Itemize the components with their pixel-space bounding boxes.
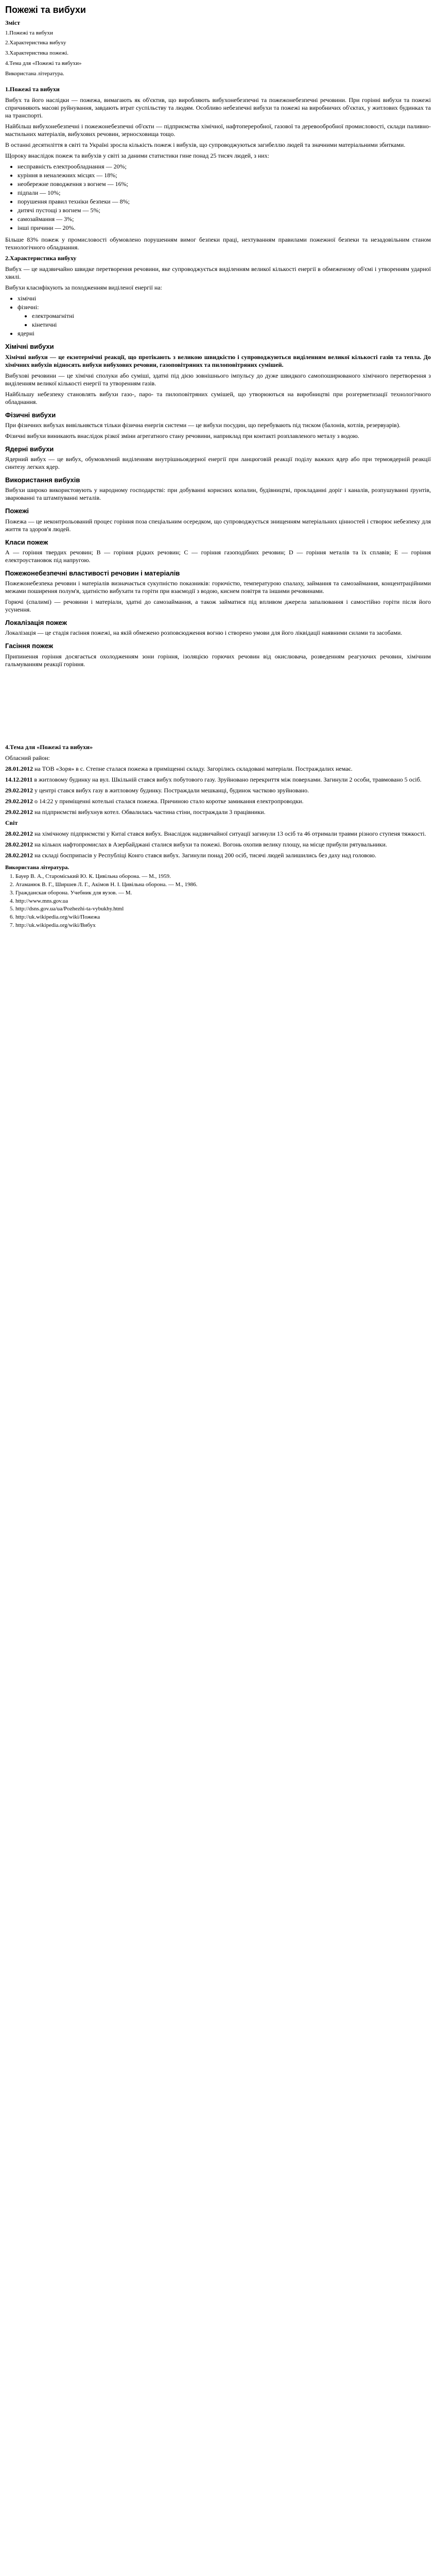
blank-space bbox=[5, 671, 431, 743]
section-3-title: Хімічні вибухи bbox=[5, 343, 54, 351]
event-item bbox=[5, 765, 431, 773]
source-link[interactable]: 4. http://www.mns.gov.ua bbox=[15, 898, 431, 905]
world-event-date: 28.02.2012 bbox=[5, 851, 33, 859]
section-11-p1: Припинення горіння досягається охолодженням зони горіння, ізоляцією горючих речовин від окислювача, розведенням реагуючих речовин, хімічним гальмуванням реакції горіння. bbox=[5, 652, 431, 668]
section-1-title: 1.Пожежі та вибухи bbox=[5, 86, 60, 93]
toc-label: Зміст bbox=[5, 19, 21, 26]
toc-item[interactable]: 3.Характеристика пожежі. bbox=[5, 50, 68, 56]
section-1-p3: В останні десятиліття в світі та Україні зросла кількість пожеж і вибухів, що супроводжуються загибеллю людей та значними матеріальними збитками. bbox=[5, 141, 406, 149]
doc-title: Пожежі та вибухи bbox=[5, 5, 86, 15]
section-1-stats-intro: Щороку внаслідок пожеж та вибухів у світі за даними статистики гине понад 25 тисяч людей, з них: bbox=[5, 152, 270, 160]
event-text: в житловому будинку на вул. Шкільній стався вибух побутового газу. Зруйновано перекриття між поверхами. Загинули 2 особи, травмовано 5 осіб. bbox=[34, 775, 422, 783]
explosion-type: • кінетичні bbox=[32, 321, 431, 329]
document bbox=[0, 4, 436, 2576]
stats-item: • дитячі пустощі з вогнем — 5%; bbox=[18, 207, 431, 214]
stats-item: • самозаймання — 3%; bbox=[18, 215, 431, 223]
section-9-p1: Пожежонебезпека речовин і матеріалів визначається сукупністю показників: горючістю, температурою спалаху, займання та самозаймання, концентраційними межами поширення полум'я, здатністю вибухати та горіти при взаємодії з водою, киснем повітря та іншими речовинами. bbox=[5, 580, 431, 595]
stats-item: • підпали — 10%; bbox=[18, 189, 431, 197]
world-event-text: на складі боєприпасів у Республіці Конго стався вибух. Загинули понад 200 осіб, тисячі людей залишились без даху над головою. bbox=[34, 851, 376, 859]
section-5-p1: Ядерний вибух — це вибух, обумовлений виділенням внутрішньоядерної енергії при ланцюговій реакції поділу важких ядер або при термоядерній реакції синтезу легких ядер. bbox=[5, 455, 431, 470]
explosion-type: • хімічні bbox=[18, 295, 431, 302]
event-item bbox=[5, 787, 431, 794]
toc-item[interactable]: 1.Пожежі та вибухи bbox=[5, 29, 53, 36]
section-7-title: Пожежі bbox=[5, 507, 29, 515]
explosion-type: • ядерні bbox=[18, 330, 431, 337]
world-event-date: 28.02.2012 bbox=[5, 840, 33, 848]
stats-item: • несправність електрообладнання — 20%; bbox=[18, 163, 431, 171]
event-date: 29.02.2012 bbox=[5, 786, 33, 794]
section-1-p4: Більше 83% пожеж у промисловості обумовлено порушенням вимог безпеки праці, нехтуванням правилами пожежної безпеки та незадовільним станом технологічного обладнання. bbox=[5, 236, 431, 251]
event-item bbox=[5, 798, 431, 805]
section-6-p1: Вибухи широко використовують у народному господарстві: при добуванні корисних копалин, будівництві, прокладанні доріг і каналів, розпушуванні ґрунтів, зварюванні та штампуванні металів. bbox=[5, 486, 431, 502]
section-9-title: Пожежонебезпечні властивості речовин і матеріалів bbox=[5, 569, 180, 577]
section-1-p2: Найбільш вибухонебезпечні і пожежонебезпечні об'єкти — підприємства хімічної, нафтопереробної, газової та деревообробної промисловості, склади паливно-мастильних матеріалів, вибухових речовин, зерносховища тощо. bbox=[5, 123, 431, 138]
event-date: 29.02.2012 bbox=[5, 808, 33, 816]
event-date: 29.02.2012 bbox=[5, 797, 33, 805]
toc-item[interactable]: 4.Тема для «Пожежі та вибухи» bbox=[5, 60, 82, 66]
toc-item[interactable]: 2.Характеристика вибуху bbox=[5, 40, 66, 46]
section-4-p1: При фізичних вибухах вивільняється тільки фізична енергія системи — це вибухи посудин, що перебувають під тиском (балонів, котлів, резервуарів). bbox=[5, 421, 400, 429]
source-item: 2. Атаманюк В. Г., Ширшев Л. Г., Акімов Н. І. Цивільна оборона. — М., 1986. bbox=[15, 882, 431, 889]
source-link[interactable]: 5. http://dsns.gov.ua/ua/Pozhezhi-ta-vybukhy.html bbox=[15, 906, 431, 913]
world-event-date: 28.02.2012 bbox=[5, 829, 33, 837]
section-2-list bbox=[18, 295, 431, 337]
section-13-title: Світ bbox=[5, 819, 18, 826]
stats-item: • порушення правил техніки безпеки — 8%; bbox=[18, 198, 431, 206]
explosion-type: • електромагнітні bbox=[32, 312, 431, 320]
section-7-p1: Пожежа — це неконтрольований процес горіння поза спеціальним осередком, що супроводжується знищенням матеріальних цінностей і створює небезпеку для життя та здоров'я людей. bbox=[5, 517, 431, 533]
stats-item: • необережне поводження з вогнем — 16%; bbox=[18, 180, 431, 188]
source-item: 3. Гражданская оборона. Учебник для вузов. — М. bbox=[15, 890, 431, 897]
section-12-subtitle: Обласний район: bbox=[5, 754, 50, 761]
world-event-item bbox=[5, 841, 431, 849]
event-text: на ТОВ «Зоря» в с. Степне сталася пожежа в приміщенні складу. Загорілись складовані матеріали. Постраждалих немає. bbox=[34, 765, 353, 772]
event-text: на підприємстві вибухнув котел. Обвалилась частина стіни, постраждали 3 працівники. bbox=[34, 808, 266, 816]
sources-section bbox=[5, 865, 431, 929]
world-event-text: на хімічному підприємстві у Китаї стався вибух. Внаслідок надзвичайної ситуації загинули 13 осіб та 46 отримали травми різного ступеня тяжкості. bbox=[34, 829, 426, 837]
section-2-p1: Вибух — це надзвичайно швидке перетворення речовини, яке супроводжується виділенням великої кількості енергії в обмеженому об'ємі і утворенням ударної хвилі. bbox=[5, 265, 431, 281]
toc-item[interactable]: Використана література. bbox=[5, 70, 64, 77]
section-5-title: Ядерні вибухи bbox=[5, 445, 54, 453]
sources-title: Використана література. bbox=[5, 864, 69, 871]
stats-item: • куріння в неналежних місцях — 18%; bbox=[18, 172, 431, 179]
section-11-title: Гасіння пожеж bbox=[5, 642, 54, 650]
section-6-title: Використання вибухів bbox=[5, 476, 80, 484]
section-1-intro: Вибух та його наслідки — пожежа, вимагають як об'єктив, що виробляють вибухонебезпечні та пожежонебезпечні речовини. При горінні вибухи та пожежі спричиняють масові руйнування, завдають втрат суспільству та людям. Особливо небезпечні вибухи та пожежі на виробничих об'єктах, у житлових будинках та на транспорті. bbox=[5, 96, 431, 120]
section-12-title: 4.Тема для «Пожежі та вибухи» bbox=[5, 743, 93, 751]
section-4-title: Фізичні вибухи bbox=[5, 411, 56, 419]
section-2-list-intro: Вибухи класифікують за походженням виділеної енергії на: bbox=[5, 284, 162, 292]
section-2-title: 2.Характеристика вибуху bbox=[5, 255, 77, 262]
event-text: у центрі стався вибух газу в житловому будинку. Постраждали мешканці, будинок частково зруйновано. bbox=[34, 786, 309, 794]
section-3-p1: Хімічні вибухи — це екзотермічні реакції, що протікають з великою швидкістю і супроводжуються виділенням великої кількості газів та тепла. До хімічних вибухів відносять вибухи вибухових речовин, газоповітряних та пилоповітряних сумішей. bbox=[5, 353, 431, 368]
event-item bbox=[5, 776, 431, 784]
world-event-item bbox=[5, 852, 431, 859]
world-event-text: на кількох нафтопромислах в Азербайджані сталися вибухи та пожежі. Вогонь охопив велику площу, на місце прибули рятувальники. bbox=[34, 840, 387, 848]
source-link[interactable]: 7. http://uk.wikipedia.org/wiki/Вибух bbox=[15, 922, 431, 929]
section-9-p2: Горючі (спалимі) — речовини і матеріали, здатні до самозаймання, а також займатися під впливом джерела запалювання і самостійно горіти після його усунення. bbox=[5, 598, 431, 613]
stats-item: • інші причини — 20%. bbox=[18, 224, 431, 232]
world-event-item bbox=[5, 830, 431, 838]
section-10-title: Локалізація пожеж bbox=[5, 619, 67, 626]
event-date: 14.12.2011 bbox=[5, 775, 33, 783]
source-link[interactable]: 6. http://uk.wikipedia.org/wiki/Пожежа bbox=[15, 914, 431, 921]
section-3-p3: Найбільшу небезпеку становлять вибухи газо-, паро- та пилоповітряних сумішей, що утворюються на виробництві при розгерметизації технологічного обладнання. bbox=[5, 390, 431, 405]
explosion-type: • фізичні: bbox=[18, 303, 431, 311]
section-8-title: Класи пожеж bbox=[5, 538, 48, 546]
event-date: 28.01.2012 bbox=[5, 765, 33, 772]
event-item bbox=[5, 808, 431, 816]
source-item: 1. Бауер В. А., Староміський Ю. К. Цивільна оборона. — М., 1959. bbox=[15, 873, 431, 880]
section-4-p2: Фізичні вибухи виникають внаслідок різкої зміни агрегатного стану речовини, наприклад при контакті розплавленого металу з водою. bbox=[5, 432, 359, 439]
section-1-stats-list bbox=[18, 163, 431, 232]
section-10-p1: Локалізація — це стадія гасіння пожежі, на якій обмежено розповсюдження вогню і створено умови для його ліквідації наявними силами та засобами. bbox=[5, 629, 403, 637]
section-3-p2: Вибухові речовини — це хімічні сполуки або суміші, здатні під дією зовнішнього імпульсу до дуже швидкого самопоширюваного хімічного перетворення з виділенням великої кількості енергії та утворенням газів. bbox=[5, 371, 431, 387]
sources-list bbox=[15, 873, 431, 929]
section-8-p1: А — горіння твердих речовин; В — горіння рідких речовин; С — горіння газоподібних речовин; D — горіння металів та їх сплавів; Е — горіння електроустановок під напругою. bbox=[5, 548, 431, 564]
event-text: о 14:22 у приміщенні котельні сталася пожежа. Причиною стало коротке замикання електропроводки. bbox=[34, 797, 304, 805]
